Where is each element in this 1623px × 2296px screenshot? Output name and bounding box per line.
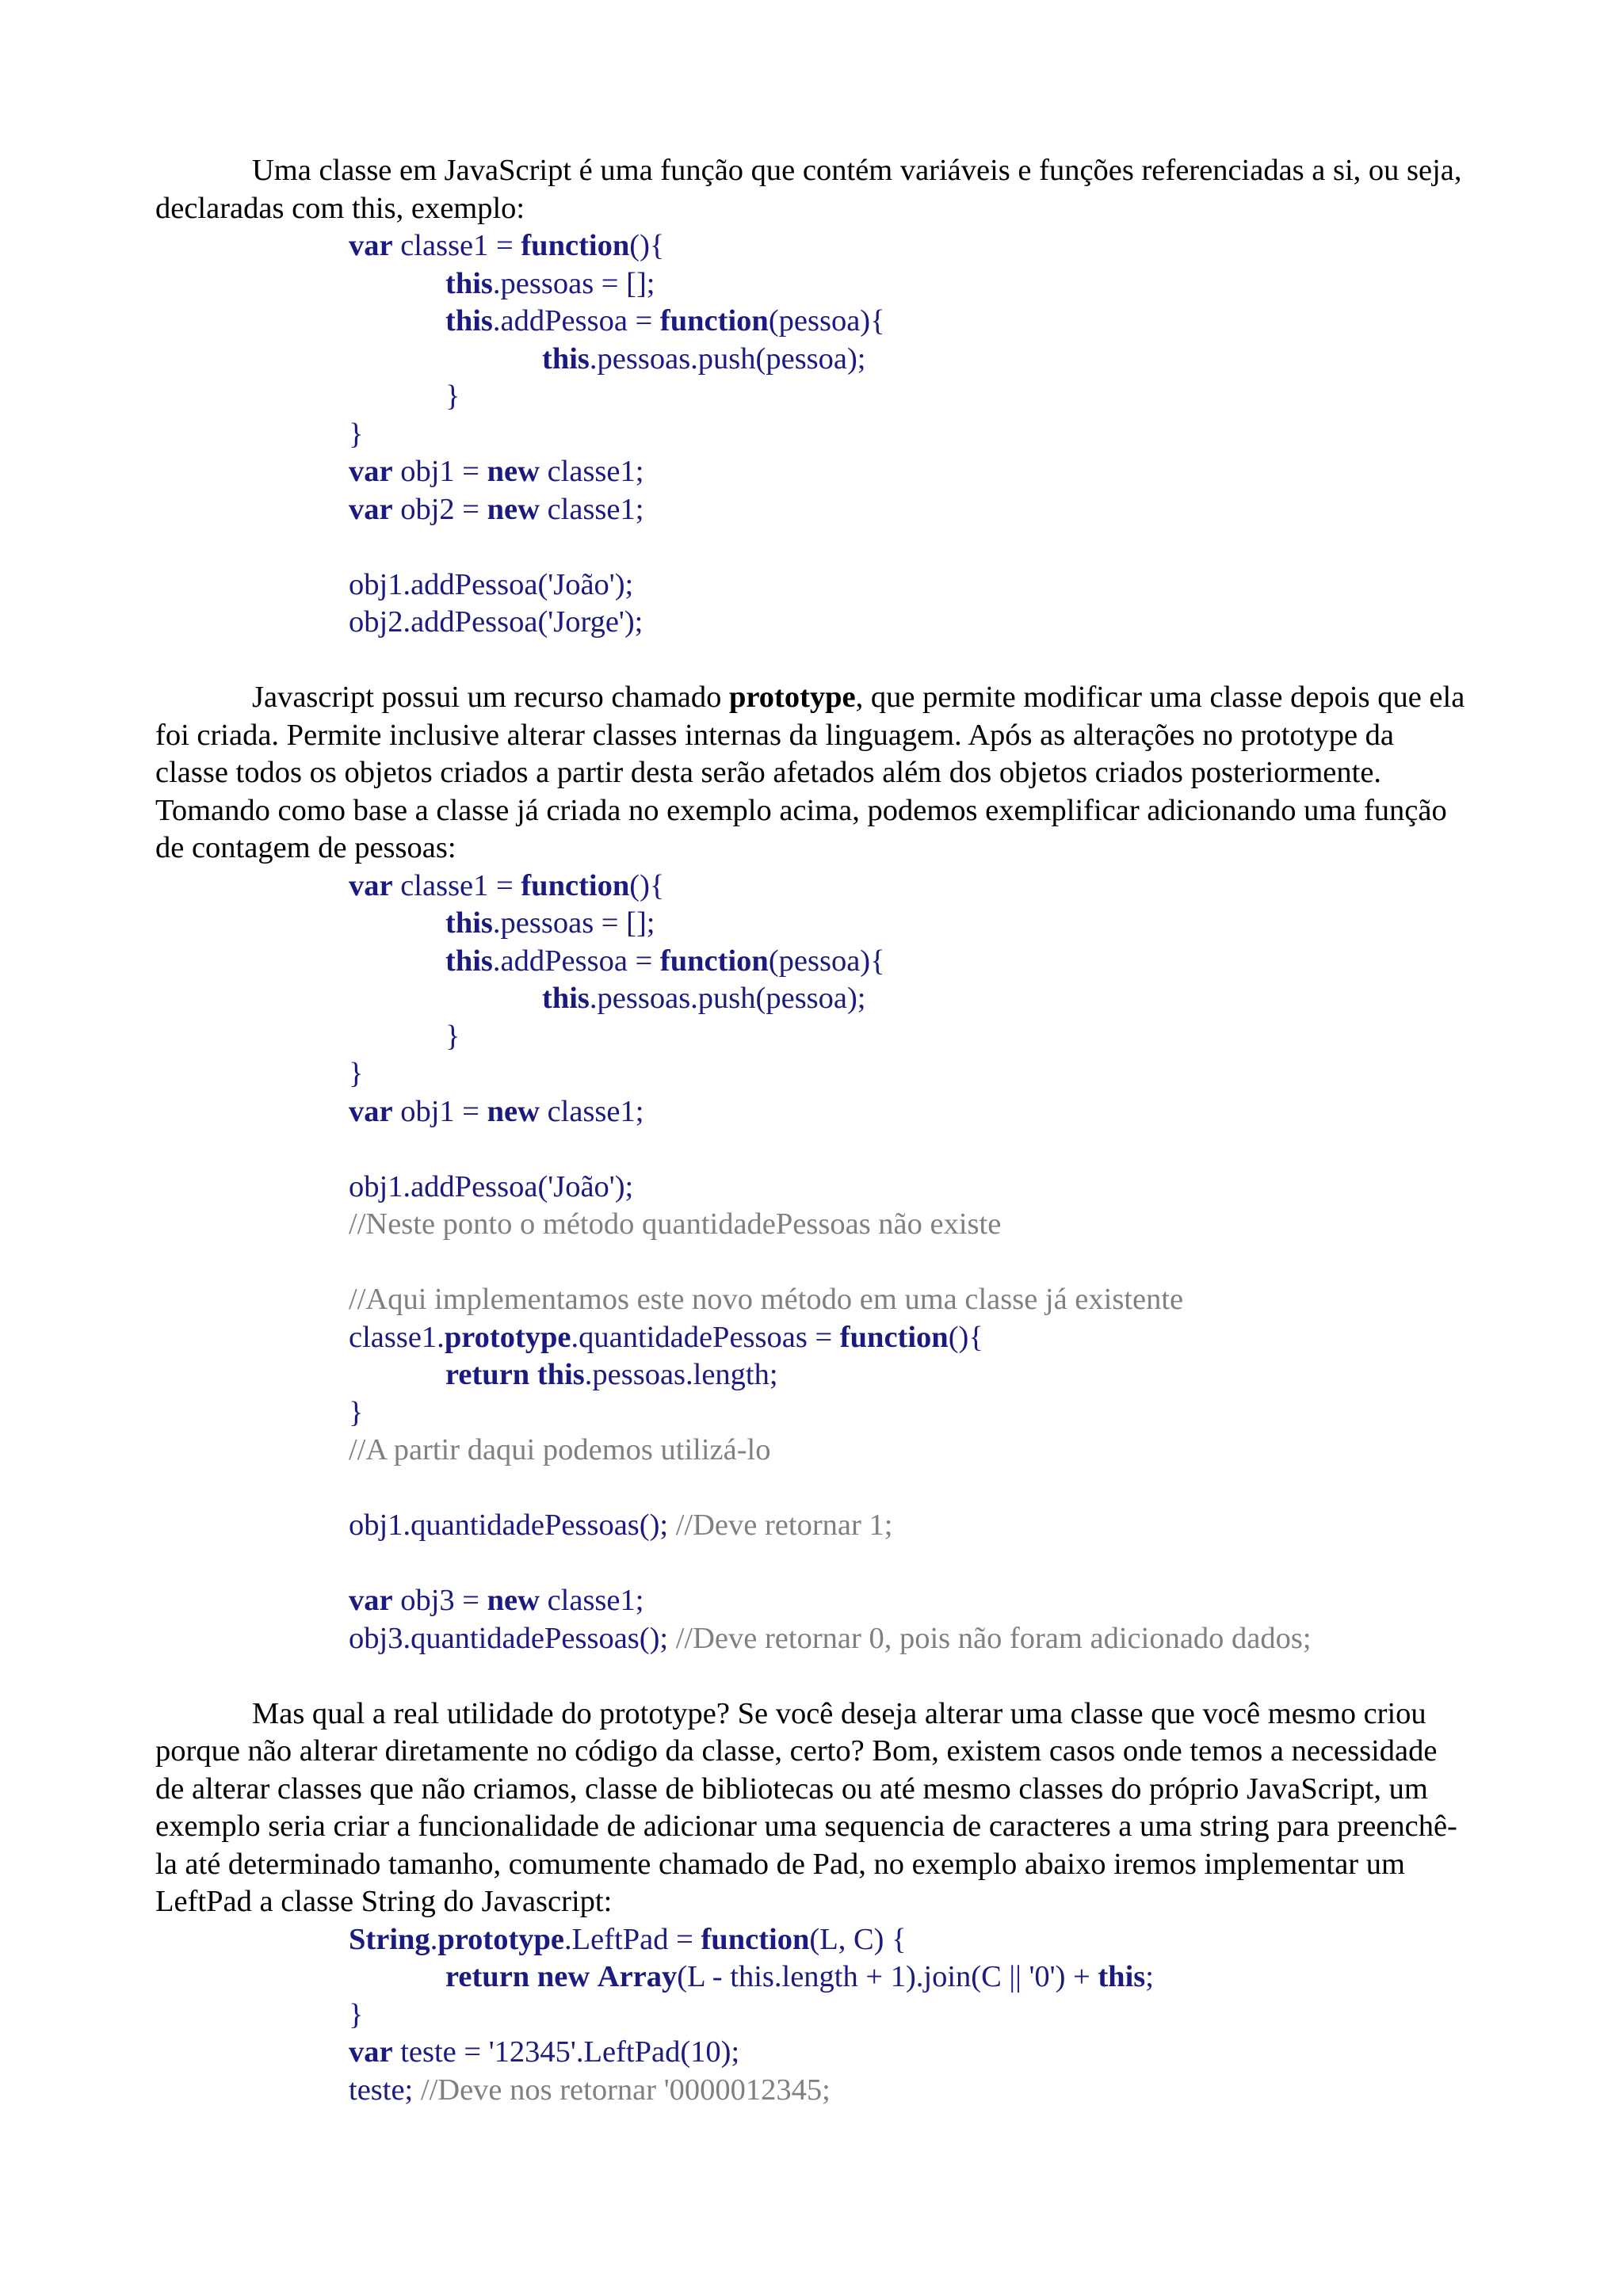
- code-text: obj1 =: [392, 455, 487, 488]
- prototype-paragraph: [155, 679, 1471, 868]
- code-line: [349, 1958, 1471, 1997]
- prototype-keyword: prototype: [728, 681, 856, 714]
- code-comment: //A partir daqui podemos utilizá-lo: [349, 1433, 771, 1466]
- code-text: .quantidadePessoas =: [571, 1320, 840, 1354]
- code-line: [349, 1018, 1471, 1056]
- code-text: [529, 1358, 537, 1391]
- code-keyword: var: [349, 492, 393, 526]
- code-text: classe1 =: [392, 868, 521, 902]
- code-keyword: function: [701, 1922, 810, 1956]
- code-text: .addPessoa =: [492, 944, 660, 978]
- code-text: }: [349, 1057, 364, 1090]
- code-line: [349, 2072, 1471, 2110]
- code-line: [349, 1470, 1471, 1508]
- code-line: [349, 1131, 1471, 1169]
- code-text: [529, 1960, 537, 1993]
- spacer: [155, 1657, 1471, 1695]
- code-text: .pessoas = [];: [492, 266, 655, 300]
- code-keyword: this: [445, 304, 493, 338]
- code-keyword: this: [542, 982, 590, 1015]
- code-line: [349, 341, 1471, 379]
- code-block-leftpad-example: [155, 1921, 1471, 2110]
- code-text: classe1;: [539, 455, 644, 488]
- code-text: classe1;: [539, 1094, 644, 1128]
- code-comment: //Deve retornar 1;: [675, 1508, 893, 1542]
- code-text: .pessoas.push(pessoa);: [589, 341, 866, 376]
- code-keyword: var: [349, 1094, 393, 1128]
- code-line: [349, 1921, 1471, 1959]
- code-text: (pessoa){: [768, 304, 885, 338]
- code-comment: //Neste ponto o método quantidadePessoas não existe: [349, 1207, 1002, 1241]
- code-line: [349, 1206, 1471, 1244]
- code-block-class-example: [155, 227, 1471, 642]
- code-text: (){: [629, 868, 665, 902]
- code-line: [349, 1244, 1471, 1282]
- code-keyword: prototype: [444, 1320, 571, 1354]
- code-text: obj1.addPessoa('João');: [349, 567, 634, 601]
- code-keyword: new: [487, 455, 540, 488]
- code-keyword: var: [349, 229, 393, 262]
- code-line: [349, 1545, 1471, 1583]
- code-line: [349, 528, 1471, 566]
- code-text: (L - this.length + 1).join(C || '0') +: [677, 1960, 1098, 1993]
- code-block-prototype-example: [155, 868, 1471, 1658]
- code-text: obj2.addPessoa('Jorge');: [349, 605, 643, 639]
- code-keyword: String: [349, 1922, 430, 1956]
- code-line: [349, 2034, 1471, 2072]
- code-keyword: new: [487, 1584, 540, 1617]
- code-text: obj1 =: [392, 1094, 487, 1128]
- prototype-paragraph-text: Javascript possui um recurso chamado: [252, 681, 729, 714]
- spacer: [155, 642, 1471, 680]
- code-line: [349, 1319, 1471, 1357]
- code-keyword: var: [349, 455, 393, 488]
- code-text: classe1;: [539, 492, 644, 526]
- code-text: (){: [948, 1320, 983, 1354]
- code-text: }: [445, 379, 460, 413]
- code-comment: //Deve nos retornar '0000012345;: [420, 2073, 831, 2107]
- code-line: [349, 1055, 1471, 1093]
- code-keyword: prototype: [437, 1922, 565, 1956]
- code-line: [349, 905, 1471, 943]
- code-keyword: new: [487, 1094, 540, 1128]
- code-line: [349, 943, 1471, 981]
- code-keyword: function: [839, 1320, 949, 1354]
- code-line: [349, 1432, 1471, 1470]
- code-text: }: [349, 1997, 364, 2031]
- code-text: obj3 =: [392, 1584, 487, 1617]
- code-line: [349, 265, 1471, 303]
- code-text: ;: [1145, 1960, 1154, 1993]
- code-line: [349, 566, 1471, 605]
- code-text: teste;: [349, 2073, 421, 2107]
- code-line: [349, 1582, 1471, 1620]
- code-line: [349, 1281, 1471, 1319]
- code-line: [349, 868, 1471, 906]
- code-text: .pessoas.length;: [584, 1358, 778, 1391]
- code-text: obj2 =: [392, 492, 487, 526]
- code-text: }: [349, 1395, 364, 1429]
- code-text: (){: [629, 229, 665, 262]
- code-text: }: [445, 1019, 460, 1053]
- code-text: obj1.quantidadePessoas();: [349, 1508, 676, 1542]
- code-line: [349, 303, 1471, 341]
- code-keyword: function: [521, 868, 630, 902]
- code-keyword: new: [487, 492, 540, 526]
- code-keyword: function: [659, 944, 769, 978]
- code-keyword: new: [537, 1960, 590, 1993]
- code-line: [349, 1093, 1471, 1131]
- code-line: [349, 227, 1471, 265]
- code-line: [349, 1169, 1471, 1207]
- code-text: .pessoas.push(pessoa);: [589, 982, 866, 1015]
- code-text: classe1 =: [392, 229, 521, 262]
- code-keyword: Array: [597, 1960, 678, 1993]
- code-text: .addPessoa =: [492, 304, 660, 338]
- code-keyword: this: [445, 944, 493, 978]
- code-line: [349, 1620, 1471, 1658]
- code-keyword: function: [521, 229, 630, 262]
- code-text: obj3.quantidadePessoas();: [349, 1621, 676, 1655]
- prototype-paragraph-text-rest: , que permite modificar uma classe depois que ela foi criada. Permite inclusive alterar classes internas da linguagem. Após as alterações no prototype da classe todos os objetos criados a partir desta serão afetados além dos objetos criados posteriormente. Tomando como base a classe já criada no exemplo acima, podemos exemplificar adicionando uma função de contagem de pessoas:: [155, 681, 1465, 864]
- code-line: [349, 378, 1471, 416]
- code-text: teste = '12345'.LeftPad(10);: [392, 2035, 740, 2069]
- code-line: [349, 1356, 1471, 1394]
- code-line: [349, 980, 1471, 1018]
- code-line: [349, 604, 1471, 642]
- code-line: [349, 416, 1471, 454]
- code-line: [349, 1997, 1471, 2035]
- code-keyword: this: [445, 266, 493, 300]
- code-line: [349, 491, 1471, 529]
- code-keyword: var: [349, 868, 393, 902]
- code-keyword: this: [1098, 1960, 1146, 1993]
- code-line: [349, 1394, 1471, 1432]
- code-keyword: this: [537, 1358, 585, 1391]
- code-keyword: var: [349, 2035, 393, 2069]
- code-text: obj1.addPessoa('João');: [349, 1169, 634, 1203]
- code-line: [349, 453, 1471, 491]
- code-line: [349, 1507, 1471, 1545]
- code-text: .pessoas = [];: [492, 906, 655, 940]
- code-keyword: var: [349, 1584, 393, 1617]
- code-text: classe1.: [349, 1320, 445, 1354]
- code-comment: //Aqui implementamos este novo método em uma classe já existente: [349, 1283, 1184, 1316]
- code-comment: //Deve retornar 0, pois não foram adicionado dados;: [675, 1621, 1312, 1655]
- intro-paragraph: Uma classe em JavaScript é uma função que contém variáveis e funções referenciadas a si, ou seja, declaradas com this, exemplo:: [155, 154, 1462, 225]
- code-text: (pessoa){: [768, 944, 885, 978]
- code-text: .: [430, 1922, 438, 1956]
- code-keyword: return: [445, 1960, 530, 1993]
- code-text: }: [349, 417, 364, 451]
- code-keyword: return: [445, 1358, 530, 1391]
- code-keyword: function: [659, 304, 769, 338]
- code-text: (L, C) {: [809, 1922, 907, 1956]
- code-text: [590, 1960, 598, 1993]
- utility-paragraph: Mas qual a real utilidade do prototype? Se você deseja alterar uma classe que você mesmo criou porque não alterar diretamente no código da classe, certo? Bom, existem casos onde temos a necessidade de alterar classes que não criamos, classe de bibliotecas ou até mesmo classes do próprio JavaScript, um exemplo seria criar a funcionalidade de adicionar uma sequencia de caracteres a uma string para preenchê-la até determinado tamanho, comumente chamado de Pad, no exemplo abaixo iremos implementar um LeftPad a classe String do Javascript:: [155, 1696, 1457, 1918]
- code-keyword: this: [445, 906, 493, 940]
- code-keyword: this: [542, 341, 590, 376]
- document-page: [155, 152, 1471, 2109]
- code-text: classe1;: [539, 1584, 644, 1617]
- code-text: .LeftPad =: [564, 1922, 701, 1956]
